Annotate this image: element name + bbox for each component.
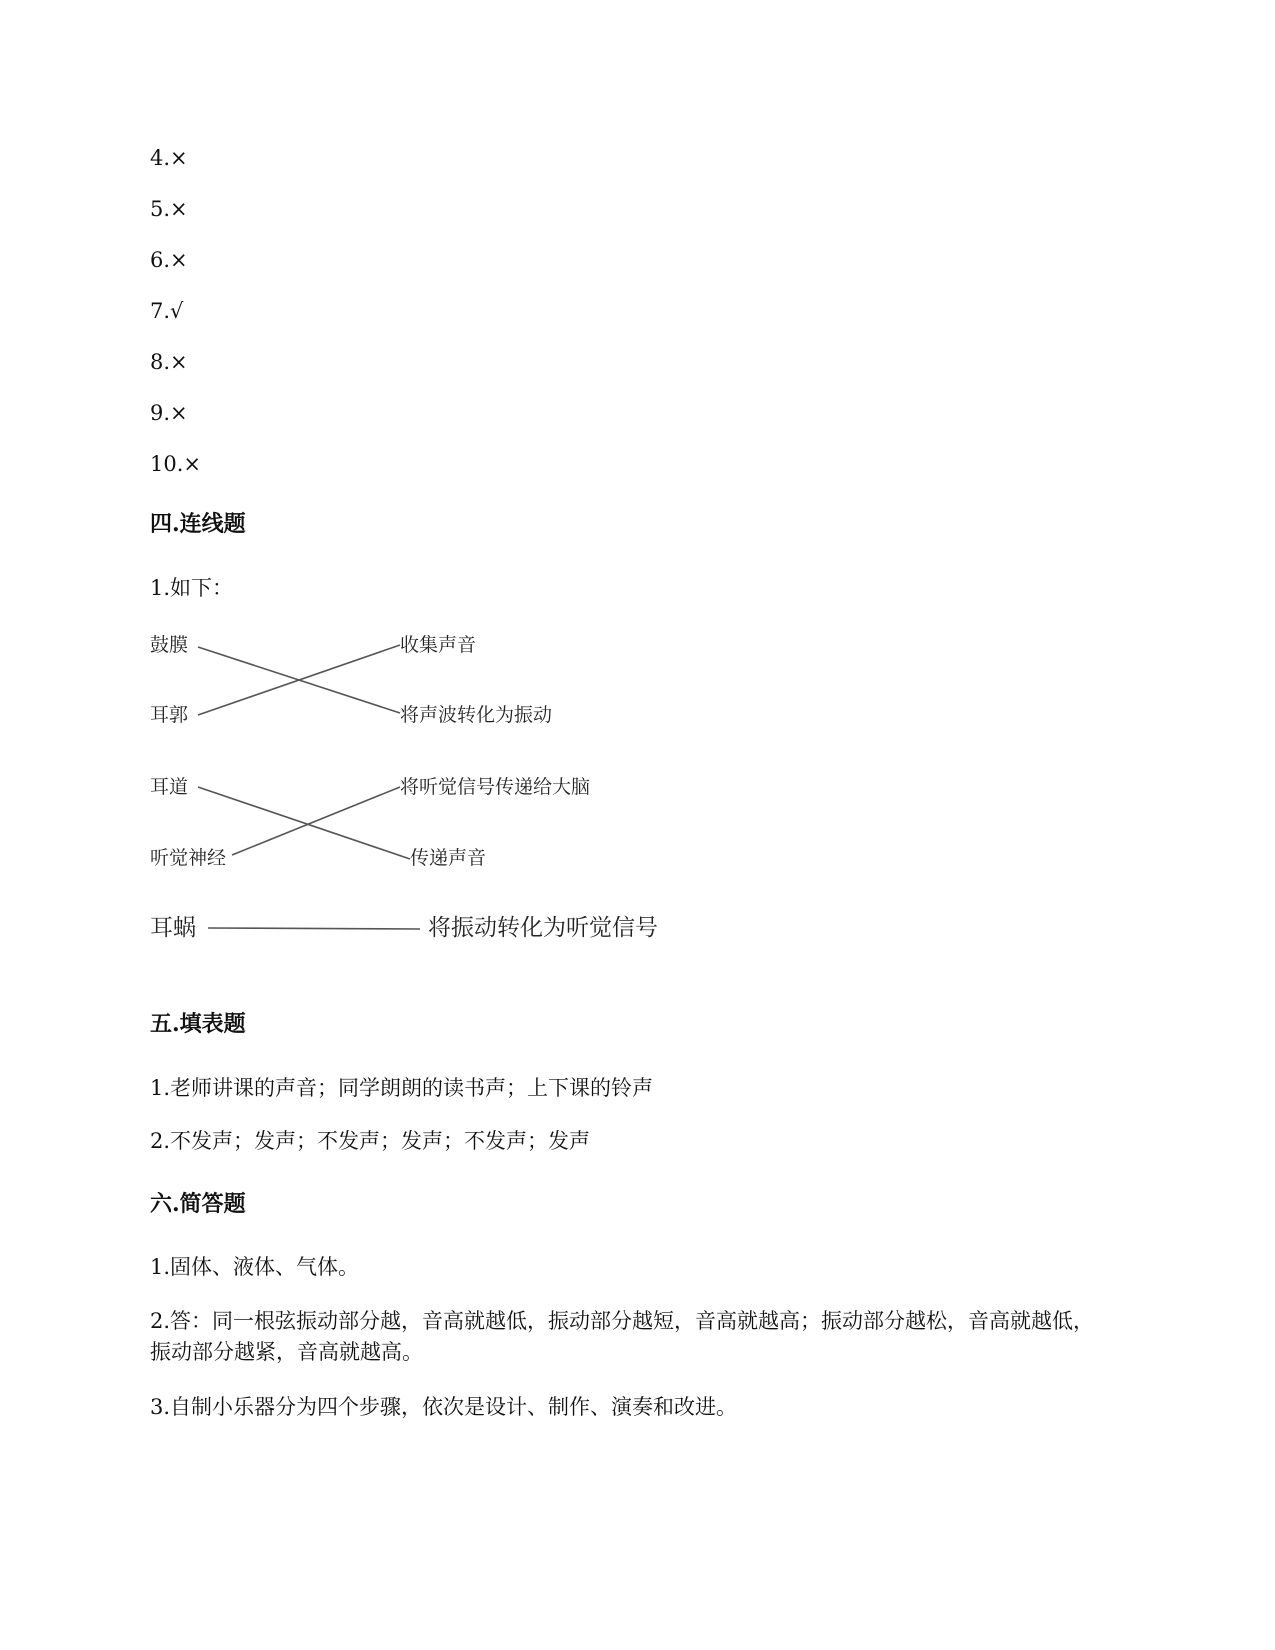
line-cochlea-to-signal: [208, 928, 420, 929]
right-label-signal-to-brain: 将听觉信号传递给大脑: [400, 776, 591, 798]
answer-6: 6.×: [150, 248, 188, 272]
left-label-auricle: 耳郭: [150, 704, 189, 726]
answer-10: 10.×: [150, 452, 201, 476]
section-heading-short-answer: 六.简答题: [150, 1191, 246, 1217]
short-answer-item-1: 1.固体、液体、气体。: [150, 1255, 360, 1279]
line-nerve-to-brain: [232, 787, 400, 855]
right-label-vibration-to-signal: 将振动转化为听觉信号: [428, 915, 658, 941]
answer-7: 7.√: [150, 299, 184, 323]
line-auricle-to-collect: [198, 645, 400, 715]
answer-8: 8.×: [150, 350, 188, 374]
left-label-cochlea: 耳蜗: [150, 915, 196, 941]
fill-table-item-2: 2.不发声；发声；不发声；发声；不发声；发声: [150, 1129, 591, 1153]
matching-item-1: 1.如下：: [150, 576, 234, 600]
answer-4: 4.×: [150, 146, 188, 170]
short-answer-item-3: 3.自制小乐器分为四个步骤，依次是设计、制作、演奏和改进。: [150, 1395, 738, 1419]
section-heading-matching: 四.连线题: [150, 511, 246, 537]
left-label-eardrum: 鼓膜: [150, 634, 189, 656]
left-label-earcanal: 耳道: [150, 776, 189, 798]
matching-diagram: [150, 634, 710, 1000]
answer-9: 9.×: [150, 401, 188, 425]
left-label-auditory-nerve: 听觉神经: [150, 847, 227, 869]
right-label-wave-to-vibration: 将声波转化为振动: [400, 704, 553, 726]
section-heading-fill-table: 五.填表题: [150, 1011, 246, 1037]
answer-5: 5.×: [150, 197, 188, 221]
fill-table-item-1: 1.老师讲课的声音；同学朗朗的读书声；上下课的铃声: [150, 1076, 654, 1100]
right-label-transmit-sound: 传递声音: [410, 847, 487, 869]
short-answer-item-2: 2.答：同一根弦振动部分越，音高就越低，振动部分越短，音高就越高；振动部分越松，音高就越低，振动部分越紧，音高就越高。: [150, 1309, 1095, 1364]
right-label-collect-sound: 收集声音: [400, 634, 477, 656]
line-earcanal-to-transmit: [198, 787, 410, 859]
